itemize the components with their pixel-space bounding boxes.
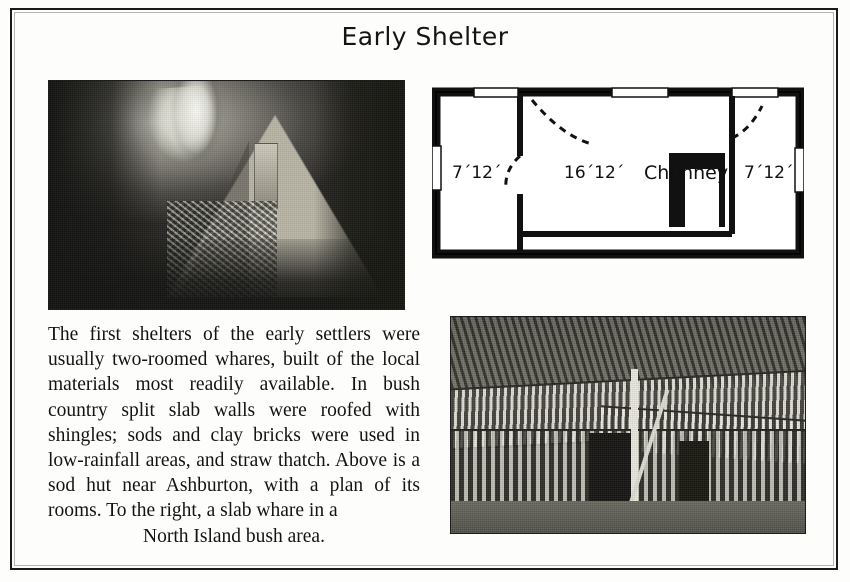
body-last-line: North Island bush area. [143, 525, 325, 547]
room-label-right: 7´12´ [744, 163, 794, 183]
room-label-left: 7´12´ [452, 163, 502, 183]
window-left [432, 146, 441, 190]
sod-hut-photo [48, 80, 405, 310]
window-top-left [474, 88, 518, 97]
room-label-center: 16´12´ [564, 163, 625, 183]
floor-plan-diagram [432, 86, 804, 262]
window-right [795, 148, 804, 192]
photo-grain [451, 317, 805, 533]
page-title: Early Shelter [341, 22, 509, 51]
body-text [48, 322, 420, 549]
body-paragraph: The first shelters of the early settlers were usually two-roomed whares, built of the local materials most readily available. In bush country split slab walls were roofed with shingles; sods and clay bricks were used in low-rainfall areas, and straw thatch. Above is a sod hut near Ashburton, with a plan of its rooms. To the right, a slab whare in a [48, 324, 420, 522]
window-top-center [612, 88, 668, 97]
chimney-label: Chimney [644, 162, 729, 184]
slab-whare-photo [450, 316, 806, 534]
floor-plan-svg [432, 86, 804, 262]
photo-grain [49, 81, 404, 309]
window-top-right [732, 88, 778, 97]
